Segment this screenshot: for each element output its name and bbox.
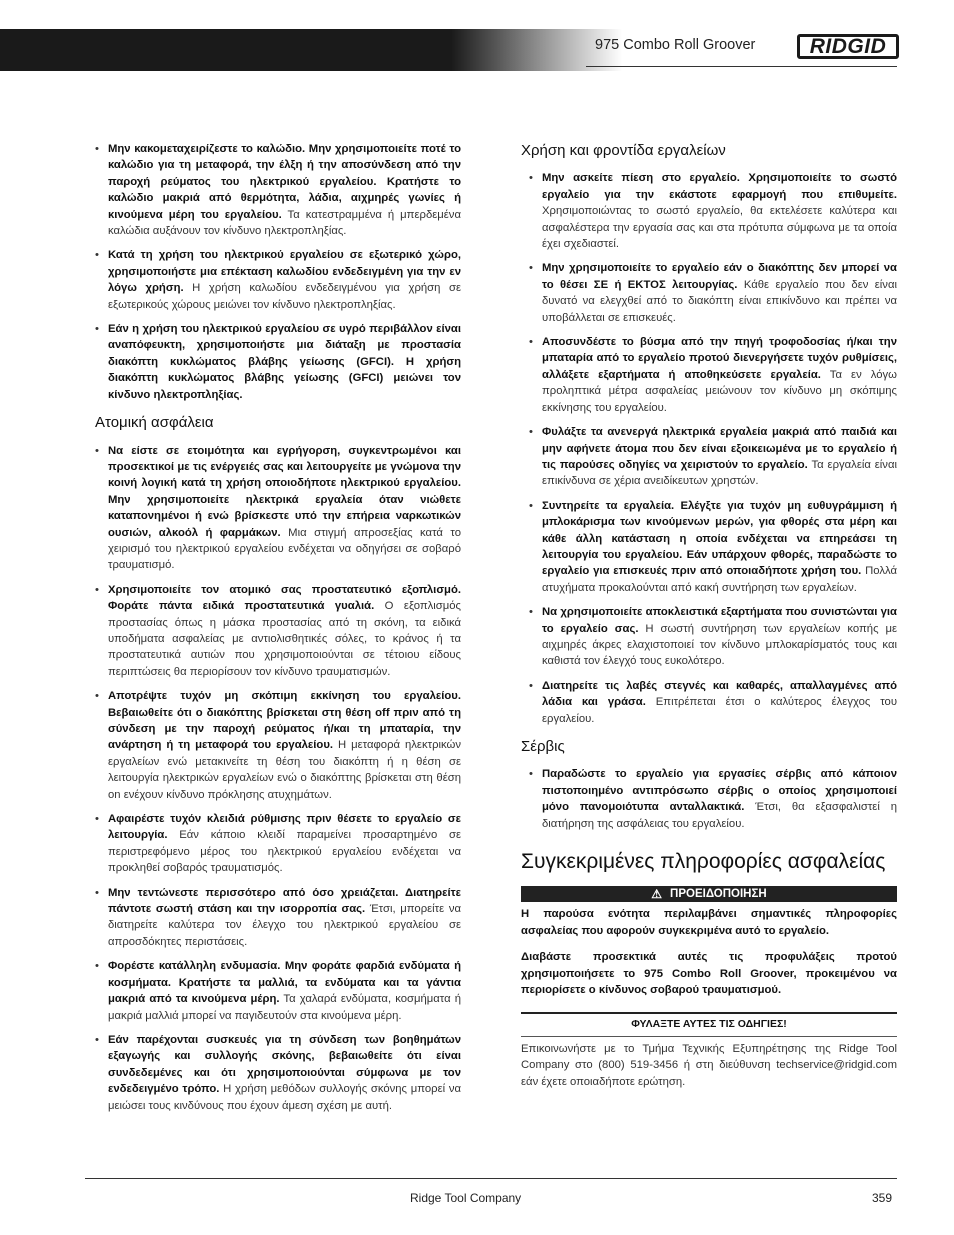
bullet-item: [542, 498, 897, 596]
bullet-item: [542, 334, 897, 416]
bullet-bold-text: Εάν η χρήση του ηλεκτρικού εργαλείου σε υγρό περιβάλλον είναι αναπόφευκτη, χρησιμοποιήστε μια διάταξη με προστασία διακόπτη κυκλώματος βλάβης γείωσης (GFCI). Η χρήση διακόπτη κυκλώματος βλάβης γείωσης (GFCI) μειώνει τον κίνδυνο ηλεκτροπληξίας.: [108, 323, 461, 401]
left-column: [95, 141, 462, 1122]
section-heading-service: Σέρβις: [521, 738, 565, 755]
bullet-bold-text: Μην κακομεταχειρίζεστε το καλώδιο. Μην χρησιμοποιείτε ποτέ το καλώδιο για τη μεταφορά, την έλξη ή την αποσύνδεση από την παροχή ρεύματος του ηλεκτρικού εργαλείου. Κρατήστε το καλώδιο μακριά από θερμότητα, λάδια, αιχμηρές γωνίες ή κινούμενα μέρη του εργαλείου.: [108, 143, 461, 221]
bullet-item: [542, 424, 897, 490]
bullet-item: [108, 582, 461, 680]
bullet-plain-text: Εάν κάποιο κλειδί παραμείνει προσαρτημένο σε περιστρεφόμενο μέρος του ηλεκτρικού εργαλείου ενδέχεται να προκληθεί σοβαρός τραυματισμός.: [108, 829, 461, 875]
bullet-item: [542, 678, 897, 727]
page-number: 359: [872, 1191, 893, 1205]
contact-paragraph: Επικοινωνήστε με το Τμήμα Τεχνικής Εξυπηρέτησης της Ridge Tool Company στο (800) 519-3456 ή στη διεύθυνση techservice@ridgid.com εάν έχετε οποιαδήποτε ερώτηση.: [521, 1042, 897, 1088]
header-rule: [586, 66, 897, 67]
bullet-item: [108, 958, 461, 1024]
bullet-plain-text: Τα εργαλεία είναι επικίνδυνα σε χέρια ανειδίκευτων χρηστών.: [542, 458, 897, 488]
logo-text: RIDGID: [809, 34, 887, 58]
bullet-bold-text: Παραδώστε το εργαλείο για εργασίες σέρβις από κάποιον πιστοποιημένο αντιπρόσωπο σέρβις ο οποίος χρησιμοποιεί μόνο πανομοιότυπα ανταλλακτικά.: [542, 768, 897, 814]
section-heading-personal-safety: Ατομική ασφάλεια: [95, 414, 214, 432]
bullet-item: [542, 170, 897, 252]
bullet-bold-text: Χρησιμοποιείτε τον ατομικό σας προστατευτικό εξοπλισμό. Φοράτε πάντα ειδικά προστατευτικά γυαλιά.: [108, 583, 461, 613]
bullet-item: [108, 247, 461, 313]
bullet-bold-text: Εάν παρέχονται συσκευές για τη σύνδεση των βοηθημάτων εξαγωγής και συλλογής σκόνης, βεβαιωθείτε ότι είναι συνδεδεμένες και ότι χρησιμοποιούνται σύμφωνα με τον ενδεδειγμένο τρόπο.: [108, 1033, 461, 1096]
bullet-plain-text: Η σωστή συντήρηση των εργαλείων κοπής με αιχμηρές άκρες ελαχιστοποιεί τον κίνδυνο μπλοκαρίσματός τους και καθιστά τον έλεγχό τους ευκολότερο.: [542, 622, 897, 668]
save-instructions-label: ΦΥΛΑΞΤΕ ΑΥΤΕΣ ΤΙΣ ΟΔΗΓΙΕΣ!: [521, 1012, 897, 1036]
bullet-plain-text: Η χρήση μεθόδων συλλογής σκόνης μπορεί να μειώσει τους κινδύνους που έχουν άμεση σχέση με αυτή.: [108, 1083, 462, 1112]
bullet-plain-text: Τα κατεστραμμένα ή μπερδεμένα καλώδια αυξάνουν τον κίνδυνο ηλεκτροπληξίας.: [108, 208, 461, 238]
footer-rule: [85, 1178, 897, 1179]
footer-company: Ridge Tool Company: [410, 1191, 522, 1205]
bullet-bold-text: Αποτρέψτε τυχόν μη σκόπιμη εκκίνηση του εργαλείου. Βεβαιωθείτε ότι ο διακόπτης βρίσκεται στη θέση off πριν από τη σύνδεση με την παροχή ρεύματος ή/και τη μπαταρία, την ανάρτηση ή τη μεταφορά του εργαλείου.: [108, 690, 461, 752]
bullet-plain-text: Έτσι, μπορείτε να διατηρείτε καλύτερα τον έλεγχο του ηλεκτρικού εργαλείου σε απροσδόκητες περιστάσεις.: [108, 903, 461, 948]
bullet-bold-text: Να χρησιμοποιείτε αποκλειστικά εξαρτήματα που συνιστώνται για το εργαλείο σας.: [542, 606, 897, 635]
bullet-bold-text: Φυλάξτε τα ανενεργά ηλεκτρικά εργαλεία μακριά από παιδιά και μην αφήνετε άτομα που δεν είναι εξοικειωμένα με το εργαλείο ή τις παρούσες οδηγίες να χειριστούν το εργαλείο.: [542, 426, 897, 471]
bullet-bold-text: Συντηρείτε τα εργαλεία. Ελέγξτε για τυχόν μη ευθυγράμμιση ή μπλοκάρισμα των κινούμενων μερών, για φθορές στα μέρη και κάθε άλλη κατάσταση η οποία ενδέχεται να επηρεάσει τη λειτουργία του εργαλείου. Εάν υπάρχουν φθορές, παραδώστε το εργαλείο για επισκευές πριν από οποιαδήποτε χρήση του.: [542, 499, 897, 578]
bullet-plain-text: Κάθε εργαλείο που δεν είναι δυνατό να ελεγχθεί από το διακόπτη είναι επικίνδυνο και πρέπει να υποβάλλεται σε επισκευές.: [542, 278, 897, 324]
bullet-plain-text: Τα χαλαρά ενδύματα, κοσμήματα ή μακριά μαλλιά μπορεί να παγιδευτούν στα κινούμενα μέρη.: [108, 993, 462, 1022]
bullet-plain-text: Η χρήση καλωδίου ενδεδειγμένου για χρήση σε εξωτερικούς χώρους μειώνει τον κίνδυνο ηλεκτροπληξίας.: [108, 282, 462, 311]
bullet-plain-text: Επιτρέπεται έτσι ο καλύτερος έλεγχος του εργαλείου.: [542, 696, 898, 725]
right-column: [521, 142, 898, 1090]
bullet-item: [108, 688, 461, 803]
bullet-item: [108, 443, 461, 574]
bullet-item: [542, 604, 897, 670]
section-heading-tool-use: Χρήση και φροντίδα εργαλείων: [521, 142, 726, 159]
bullet-item: [108, 885, 461, 951]
bullet-plain-text: Μια στιγμή απροσεξίας κατά το χειρισμό του ηλεκτρικού εργαλείου ενδέχεται να οδηγήσει σε σοβαρό τραυματισμό.: [108, 526, 461, 572]
document-title: 975 Combo Roll Groover: [595, 37, 756, 53]
specific-safety-heading: Συγκεκριμένες πληροφορίες ασφαλείας: [521, 850, 886, 874]
warning-label: ΠΡΟΕΙΔΟΠΟΙΗΣΗ: [670, 888, 767, 901]
bullet-bold-text: Μην χρησιμοποιείτε το εργαλείο εάν ο διακόπτης δεν μπορεί να το θέσει ΣΕ ή ΕΚΤΟΣ λειτουργίας.: [542, 262, 897, 291]
bullet-bold-text: Αποσυνδέστε το βύσμα από την πηγή τροφοδοσίας ή/και την μπαταρία από το εργαλείο προτού διενεργήσετε τυχόν ρυθμίσεις, αλλάξετε εξαρτήματα ή αποθηκεύσετε εργαλεία.: [542, 336, 897, 381]
warning-triangle-icon: ⚠: [651, 887, 663, 902]
bullet-list-electrical: [108, 141, 461, 403]
warning-bar: [521, 886, 897, 902]
bullet-bold-text: Αφαιρέστε τυχόν κλειδιά ρύθμισης πριν θέσετε το εργαλείο σε λειτουργία.: [108, 813, 461, 842]
bullet-plain-text: Η μεταφορά ηλεκτρικών εργαλείων ενώ μετακινείτε τη θέση του διακόπτη ή η θέση σε λειτουργία ηλεκτρικών εργαλείων ενώ ο διακόπτης βρίσκεται στη θέση on ενέχουν κίνδυνο πρόκλησης ατυχημάτων.: [108, 739, 461, 801]
warning-paragraph-2: Διαβάστε προσεκτικά αυτές τις προφυλάξεις προτού χρησιμοποιήσετε το 975 Combo Roll Groover, προκειμένου να περιορίσετε ο κίνδυνος σοβαρού τραυματισμού.: [521, 951, 897, 997]
bullet-bold-text: Διατηρείτε τις λαβές στεγνές και καθαρές, απαλλαγμένες από λάδια και γράσα.: [542, 679, 897, 709]
warning-paragraph-1: Η παρούσα ενότητα περιλαμβάνει σημαντικές πληροφορίες ασφαλείας που αφορούν συγκεκριμένα αυτό το εργαλείο.: [521, 908, 897, 937]
bullet-plain-text: Τα εν λόγω προληπτικά μέτρα ασφαλείας μειώνουν τον κίνδυνο μη σκόπιμης εκκίνησης του εργαλείου.: [542, 368, 897, 414]
bullet-list-service: [521, 766, 897, 832]
bullet-item: [542, 766, 897, 832]
ridgid-logo: [797, 34, 899, 59]
bullet-plain-text: Πολλά ατυχήματα προκαλούνται από κακή συντήρηση των εργαλείων.: [542, 565, 897, 594]
bullet-item: [542, 260, 897, 326]
bullet-plain-text: Χρησιμοποιώντας το σωστό εργαλείο, θα εκτελέσετε καλύτερα και ασφαλέστερα την εργασία σας και στα πρότυπα σύμφωνα με τα οποία έχει σχεδιαστεί.: [542, 205, 897, 251]
bullet-item: [108, 811, 461, 877]
bullet-item: [108, 141, 461, 239]
bullet-list-personal: [108, 443, 461, 1114]
bullet-bold-text: Να είστε σε ετοιμότητα και εγρήγορση, συγκεντρωμένοι και προσεκτικοί με τις ενέργειές σας και λειτουργείτε με γνώμονα την κοινή λογική κατά τη χρήση οποιοδήποτε ηλεκτρικού εργαλείου. Μην χρησιμοποιείτε ηλεκτρικά εργαλεία όταν νιώθετε καταπονημένοι ή ενώ βρίσκεστε υπό την επήρεια ναρκωτικών ουσιών, αλκοόλ ή φαρμάκων.: [108, 444, 461, 539]
bullet-bold-text: Φορέστε κατάλληλη ενδυμασία. Μην φοράτε φαρδιά ενδύματα ή κοσμήματα. Κρατήστε τα μαλλιά, τα ενδύματα και τα γάντια μακριά από τα κινούμενα μέρη.: [108, 960, 461, 1006]
bullet-plain-text: Ο εξοπλισμός προστασίας όπως η μάσκα προστασίας από τη σκόνη, τα ειδικά υποδήματα ασφαλείας με αντιολισθητικές σόλες, το κράνος ή τα προστατευτικά αυτιών που χρησιμοποιούνται σε τέτοιου είδους περιπτώσεις θα περιορίσουν τον κίνδυνο τραυματισμών.: [108, 600, 461, 678]
bullet-bold-text: Κατά τη χρήση του ηλεκτρικού εργαλείου σε εξωτερικό χώρο, χρησιμοποιήστε μια επέκταση καλωδίου ενδεδειγμένη για την εν λόγω χρήση.: [108, 249, 461, 295]
bullet-item: [108, 321, 461, 403]
bullet-bold-text: Μην τεντώνεστε περισσότερο από όσο χρειάζεται. Διατηρείτε πάντοτε σωστή στάση και την ισορροπία σας.: [108, 886, 461, 916]
bullet-bold-text: Μην ασκείτε πίεση στο εργαλείο. Χρησιμοποιείτε το σωστό εργαλείο για την εκάστοτε εφαρμογή που επιθυμείτε.: [542, 172, 897, 201]
bullet-plain-text: Έτσι, θα εξασφαλιστεί η διατήρηση της ασφάλειας του εργαλείου.: [542, 801, 897, 830]
bullet-item: [108, 1032, 461, 1114]
bullet-list-tools: [521, 170, 897, 727]
